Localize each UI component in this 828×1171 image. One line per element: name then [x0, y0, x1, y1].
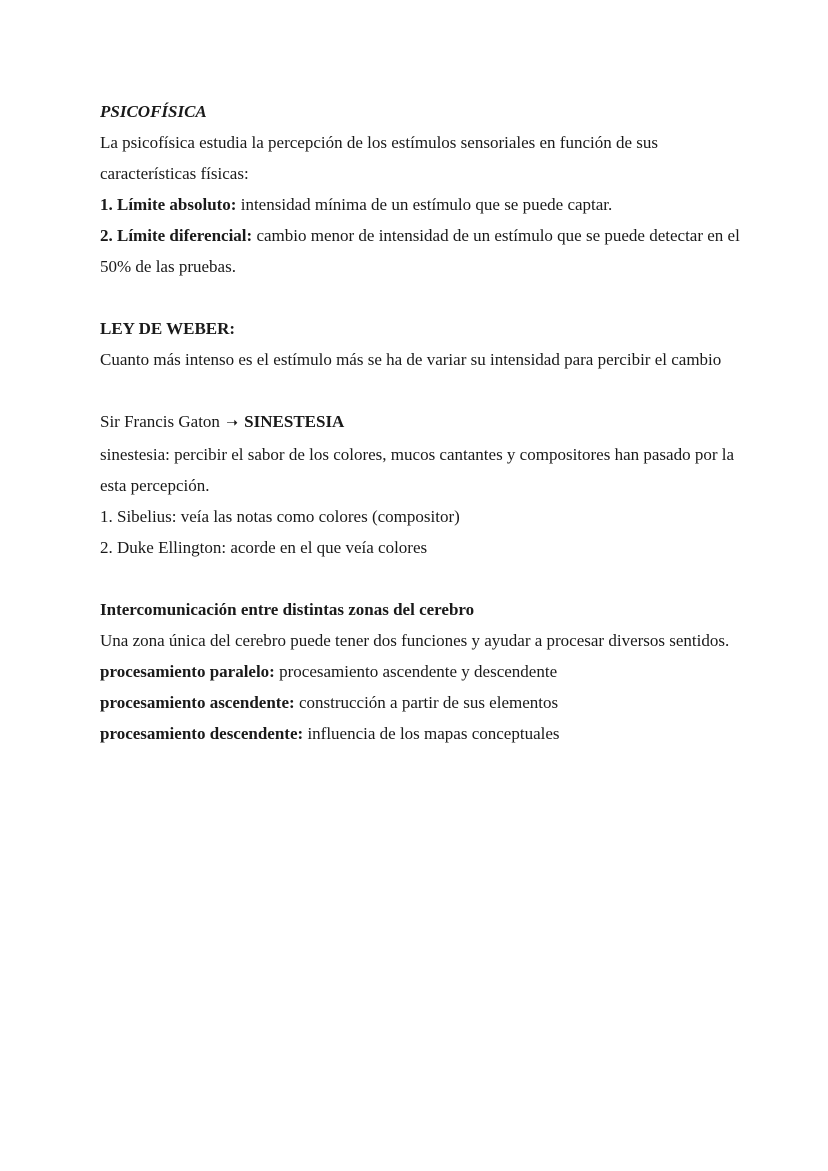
item-label: 1. Límite absoluto: [100, 195, 237, 214]
spacer [100, 375, 740, 406]
list-item-ascendente [100, 687, 740, 718]
item-text: cambio menor de intensidad de un estímulo que se puede detectar en el 50% de las pruebas. [100, 226, 740, 276]
sinestesia-text: sinestesia: percibir el sabor de los colores, mucos cantantes y compositores han pasado por la esta percepción. [100, 445, 735, 495]
item-label: procesamiento descendente: [100, 724, 304, 743]
ley-weber-text: Cuanto más intenso es el estímulo más se ha de variar su intensidad para percibir el cambio [100, 350, 722, 369]
section-title-psicofisica: PSICOFÍSICA [100, 102, 207, 121]
item-label: procesamiento ascendente: [100, 693, 295, 712]
item-label: procesamiento paralelo: [100, 662, 275, 681]
item-text: intensidad mínima de un estímulo que se puede captar. [236, 195, 613, 214]
section-title-ley-weber: LEY DE WEBER: [100, 319, 236, 338]
list-item-paralelo [100, 656, 740, 687]
author-name: Sir Francis Gaton [100, 412, 225, 431]
item-label: 2. Límite diferencial: [100, 226, 253, 245]
list-item-limite-absoluto [100, 189, 740, 220]
sinestesia-heading: SINESTESIA [239, 412, 345, 431]
item-text: procesamiento ascendente y descendente [274, 662, 558, 681]
spacer [100, 282, 740, 313]
section-title-sinestesia [100, 406, 740, 439]
section-title-intercomunicacion: Intercomunicación entre distintas zonas del cerebro [100, 600, 475, 619]
list-item-descendente [100, 718, 740, 749]
item-text: influencia de los mapas conceptuales [303, 724, 560, 743]
document-page [100, 96, 740, 749]
arrow-right-icon: ➝ [226, 415, 238, 431]
psicofisica-intro: La psicofísica estudia la percepción de los estímulos sensoriales en función de sus características físicas: [100, 133, 659, 183]
list-item-sibelius: 1. Sibelius: veía las notas como colores (compositor) [100, 507, 460, 526]
list-item-limite-diferencial [100, 220, 740, 282]
intercomunicacion-text: Una zona única del cerebro puede tener dos funciones y ayudar a procesar diversos sentidos. [100, 631, 730, 650]
spacer [100, 563, 740, 594]
item-text: construcción a partir de sus elementos [294, 693, 559, 712]
list-item-ellington: 2. Duke Ellington: acorde en el que veía colores [100, 538, 428, 557]
